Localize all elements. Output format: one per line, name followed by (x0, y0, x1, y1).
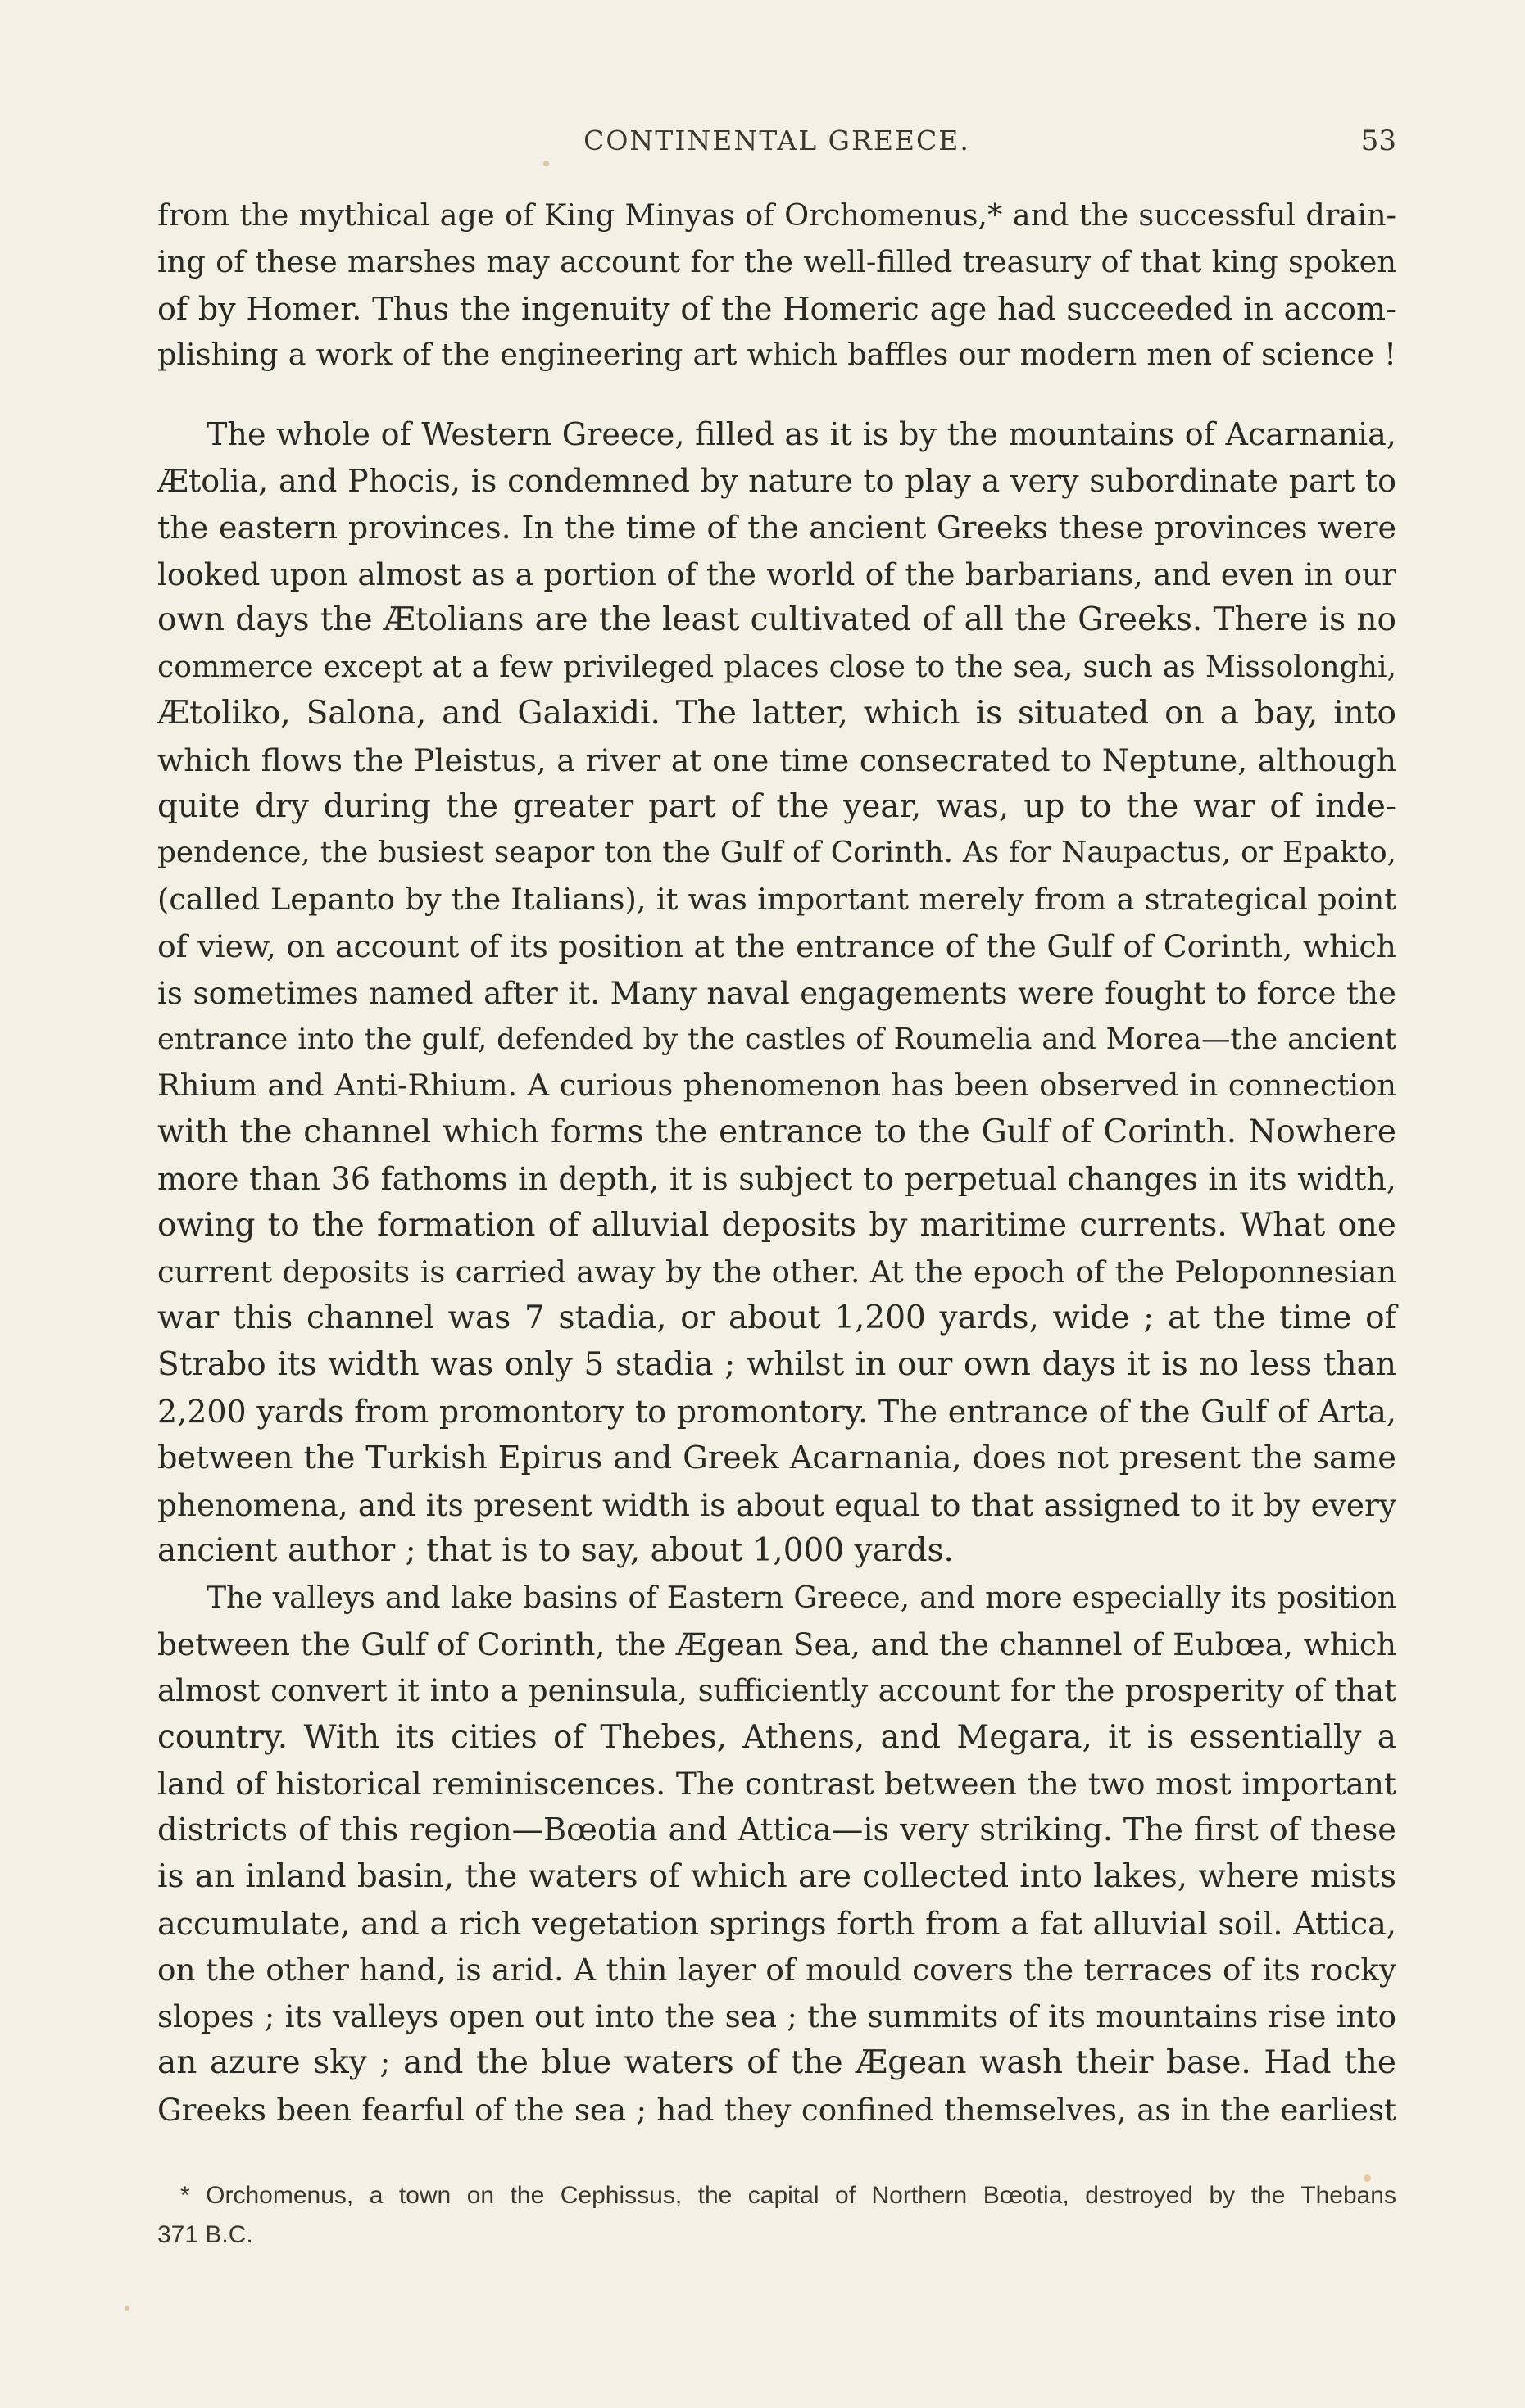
paragraph (157, 411, 1396, 1575)
text-line: current deposits is carried away by the other. At the epoch of the Peloponnesian (157, 1254, 1396, 1290)
text-line: is an inland basin, the waters of which are collected into lakes, where mists (157, 1857, 1396, 1895)
footnote-line: 371 B.C. (157, 2221, 253, 2248)
text-line: quite dry during the greater part of the year, was, up to the war of inde- (157, 787, 1396, 825)
text-line: almost convert it into a peninsula, sufficiently account for the prosperity of that (157, 1672, 1396, 1708)
paper-speck (1364, 2174, 1371, 2182)
text-line: of view, on account of its position at the entrance of the Gulf of Corinth, which (157, 927, 1396, 964)
paper-speck (125, 2306, 129, 2311)
text-line: war this channel was 7 stadia, or about 1,200 yards, wide ; at the time of (157, 1299, 1396, 1337)
text-line: from the mythical age of King Minyas of Orchomenus,* and the successful drain- (157, 197, 1396, 233)
text-line: Ætolia, and Phocis, is condemned by nature to play a very subordinate part to (157, 462, 1396, 499)
footnote (157, 2176, 1396, 2255)
body-text (157, 193, 1396, 2134)
running-title: CONTINENTAL GREECE. (583, 125, 970, 156)
paragraph (157, 193, 1396, 379)
paragraph-gap (157, 379, 1396, 411)
text-line: plishing a work of the engineering art which baffles our modern men of science ! (157, 337, 1396, 373)
text-line: land of historical reminiscences. The contrast between the two most important (157, 1766, 1396, 1803)
text-line: of by Homer. Thus the ingenuity of the Homeric age had succeeded in accom- (157, 290, 1396, 327)
text-line: entrance into the gulf, defended by the castles of Roumelia and Morea—the ancient (157, 1022, 1396, 1056)
text-line: The valleys and lake basins of Eastern Greece, and more especially its position (207, 1580, 1396, 1616)
text-line: Strabo its width was only 5 stadia ; whilst in our own days it is no less than (157, 1346, 1396, 1384)
text-line: phenomena, and its present width is about equal to that assigned to it by every (157, 1486, 1396, 1523)
text-line: ing of these marshes may account for the well-filled treasury of that king spoken (157, 243, 1396, 279)
text-line: country. With its cities of Thebes, Athens, and Megara, it is essentially a (157, 1718, 1396, 1756)
text-line: looked upon almost as a portion of the world of the barbarians, and even in our (157, 556, 1396, 592)
text-line: ancient author ; that is to say, about 1,000 yards. (157, 1532, 954, 1570)
text-line: is sometimes named after it. Many naval engagements were fought to force the (157, 974, 1396, 1011)
footnote-line: * Orchomenus, a town on the Cephissus, the capital of Northern Bœotia, destroyed by the Thebans (180, 2182, 1396, 2209)
text-line: on the other hand, is arid. A thin layer of mould covers the terraces of its rocky (157, 1952, 1396, 1989)
text-line: owing to the formation of alluvial deposits by maritime currents. What one (157, 1206, 1396, 1244)
paragraph (157, 1575, 1396, 2134)
page-number: 53 (1360, 125, 1396, 157)
text-line: an azure sky ; and the blue waters of the Ægean wash their base. Had the (157, 2044, 1396, 2082)
text-line: Greeks been fearful of the sea ; had they confined themselves, as in the earliest (157, 2091, 1396, 2128)
text-line: pendence, the busiest seapor ton the Gulf of Corinth. As for Naupactus, or Epakto, (157, 836, 1396, 870)
text-line: which flows the Pleistus, a river at one time consecrated to Neptune, although (157, 741, 1396, 778)
paper-speck (543, 161, 549, 166)
text-line: The whole of Western Greece, filled as it is by the mountains of Acarnania, (207, 416, 1396, 453)
text-line: between the Turkish Epirus and Greek Acarnania, does not present the same (157, 1439, 1396, 1476)
text-line: slopes ; its valleys open out into the sea ; the summits of its mountains rise into (157, 1998, 1396, 2035)
text-line: 2,200 yards from promontory to promontory. The entrance of the Gulf of Arta, (157, 1393, 1396, 1430)
text-line: the eastern provinces. In the time of the ancient Greeks these provinces were (157, 509, 1396, 546)
text-line: between the Gulf of Corinth, the Ægean Sea, and the channel of Eubœa, which (157, 1626, 1396, 1662)
page-header (157, 125, 1396, 174)
text-line: districts of this region—Bœotia and Attica—is very striking. The first of these (157, 1812, 1396, 1849)
text-line: with the channel which forms the entrance to the Gulf of Corinth. Nowhere (157, 1113, 1396, 1151)
text-line: commerce except at a few privileged places close to the sea, such as Missolonghi, (157, 650, 1396, 685)
text-line: Ætoliko, Salona, and Galaxidi. The latter, which is situated on a bay, into (157, 694, 1396, 732)
text-line: own days the Ætolians are the least cultivated of all the Greeks. There is no (157, 601, 1396, 639)
text-line: (called Lepanto by the Italians), it was important merely from a strategical point (157, 882, 1396, 918)
text-line: Rhium and Anti-Rhium. A curious phenomenon has been observed in connection (157, 1068, 1396, 1104)
text-line: more than 36 fathoms in depth, it is subject to perpetual changes in its width, (157, 1160, 1396, 1197)
text-line: accumulate, and a rich vegetation springs forth from a fat alluvial soil. Attica, (157, 1905, 1396, 1942)
